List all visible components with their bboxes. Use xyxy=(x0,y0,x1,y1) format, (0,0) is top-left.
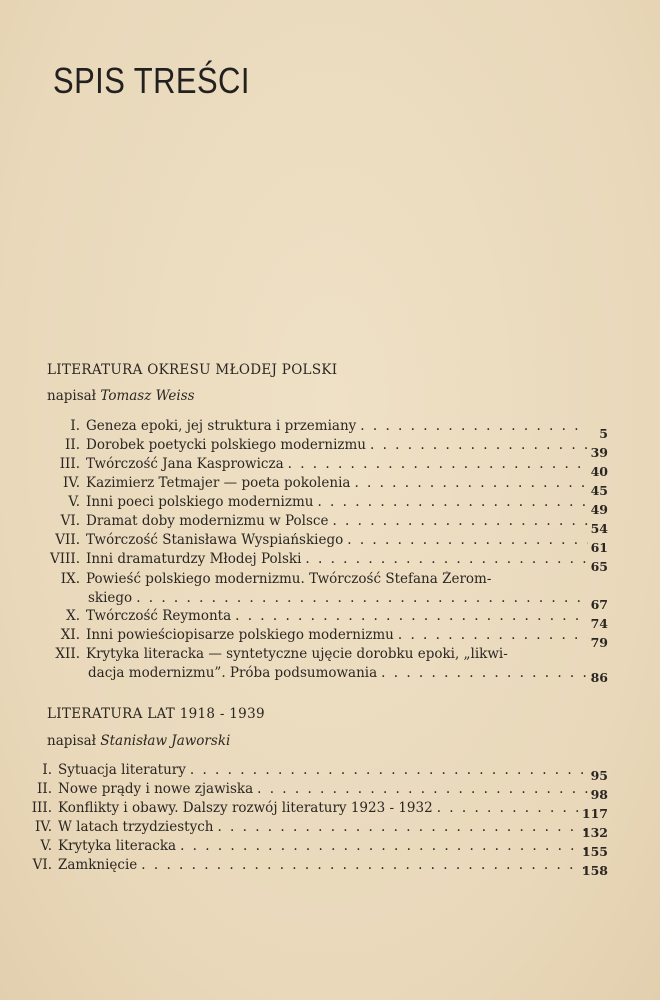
chapter-title: Sytuacja literatury xyxy=(58,762,186,778)
chapter-title: Nowe prądy i nowe zjawiska xyxy=(58,781,254,797)
chapter-title: Krytyka literacka — syntetyczne ujęcie dorobku epoki, „likwi- xyxy=(86,646,508,662)
leader-dots xyxy=(132,590,588,606)
page-number: 86 xyxy=(590,670,608,685)
chapter-number: VI. xyxy=(32,857,52,873)
chapter-number: IV. xyxy=(34,819,52,835)
page-number: 65 xyxy=(590,559,608,574)
section-heading: LITERATURA LAT 1918 - 1939 xyxy=(47,706,265,722)
chapter-number: VII. xyxy=(55,532,80,548)
leader-dots xyxy=(213,819,588,835)
page-number: 132 xyxy=(581,825,608,840)
page-title: SPIS TREŚCI xyxy=(53,60,250,101)
chapter-title: Dramat doby modernizmu w Polsce xyxy=(86,513,329,529)
page-number: 40 xyxy=(590,464,608,479)
chapter-number: XI. xyxy=(60,627,80,643)
page-number: 39 xyxy=(590,445,608,460)
chapter-number: II. xyxy=(65,437,80,453)
leader-dots xyxy=(343,532,588,548)
leader-dots xyxy=(176,838,588,854)
chapter-title: Dorobek poetycki polskiego modernizmu xyxy=(86,437,366,453)
leader-dots xyxy=(137,857,588,873)
page-number: 117 xyxy=(581,806,608,821)
leader-dots xyxy=(301,551,588,567)
chapter-number: I. xyxy=(70,418,80,434)
page-number: 67 xyxy=(590,597,608,612)
chapter-number: V. xyxy=(40,838,52,854)
chapter-number: XII. xyxy=(55,646,80,662)
page-number: 45 xyxy=(590,483,608,498)
chapter-title: Twórczość Reymonta xyxy=(86,608,232,624)
author-prefix: napisał xyxy=(47,733,97,749)
chapter-number: VIII. xyxy=(49,551,80,567)
page-number: 155 xyxy=(581,844,608,859)
leader-dots xyxy=(231,608,588,624)
chapter-title: Zamknięcie xyxy=(58,857,138,873)
chapter-title: Twórczość Stanisława Wyspiańskiego xyxy=(86,532,344,548)
leader-dots xyxy=(313,494,588,510)
section-author xyxy=(47,733,230,749)
chapter-title: Konflikty i obawy. Dalszy rozwój literatury 1923 - 1932 xyxy=(58,800,433,816)
chapter-number: IX. xyxy=(60,571,80,587)
chapter-number: III. xyxy=(59,456,80,472)
page-number: 61 xyxy=(590,540,608,555)
page-number: 158 xyxy=(581,863,608,878)
page-number: 74 xyxy=(590,616,608,631)
leader-dots xyxy=(433,800,588,816)
leader-dots xyxy=(350,475,588,491)
chapter-number: V. xyxy=(68,494,80,510)
chapter-number: X. xyxy=(66,608,80,624)
leader-dots xyxy=(356,418,588,434)
leader-dots xyxy=(253,781,588,797)
chapter-title: W latach trzydziestych xyxy=(58,819,214,835)
chapter-number: VI. xyxy=(60,513,80,529)
leader-dots xyxy=(377,665,588,681)
leader-dots xyxy=(328,513,588,529)
chapter-number: II. xyxy=(37,781,52,797)
page-number: 95 xyxy=(590,768,608,783)
page-number: 98 xyxy=(590,787,608,802)
chapter-title: Geneza epoki, jej struktura i przemiany xyxy=(86,418,357,434)
chapter-number: III. xyxy=(31,800,52,816)
section-author xyxy=(47,388,195,404)
chapter-number: I. xyxy=(42,762,52,778)
chapter-title: Inni powieściopisarze polskiego modernizmu xyxy=(86,627,394,643)
chapter-title: Twórczość Jana Kasprowicza xyxy=(86,456,284,472)
chapter-title: Kazimierz Tetmajer — poeta pokolenia xyxy=(86,475,351,491)
page-number: 5 xyxy=(599,426,608,441)
page-number: 54 xyxy=(590,521,608,536)
author-prefix: napisał xyxy=(47,388,97,404)
leader-dots xyxy=(186,762,588,778)
chapter-title: Inni dramaturdzy Młodej Polski xyxy=(86,551,302,567)
chapter-title: Krytyka literacka xyxy=(58,838,177,854)
author-name: Stanisław Jaworski xyxy=(100,733,231,749)
page-number: 49 xyxy=(590,502,608,517)
chapter-title: Powieść polskiego modernizmu. Twórczość Stefana Żerom- xyxy=(86,571,492,587)
leader-dots xyxy=(284,456,588,472)
chapter-title: Inni poeci polskiego modernizmu xyxy=(86,494,314,510)
page-number: 79 xyxy=(590,635,608,650)
chapter-title-continued: skiego xyxy=(88,590,133,606)
leader-dots xyxy=(394,627,588,643)
leader-dots xyxy=(366,437,588,453)
chapter-title-continued: dacja modernizmu”. Próba podsumowania xyxy=(88,665,378,681)
chapter-number: IV. xyxy=(62,475,80,491)
section-heading: LITERATURA OKRESU MŁODEJ POLSKI xyxy=(47,362,338,378)
author-name: Tomasz Weiss xyxy=(100,388,195,404)
